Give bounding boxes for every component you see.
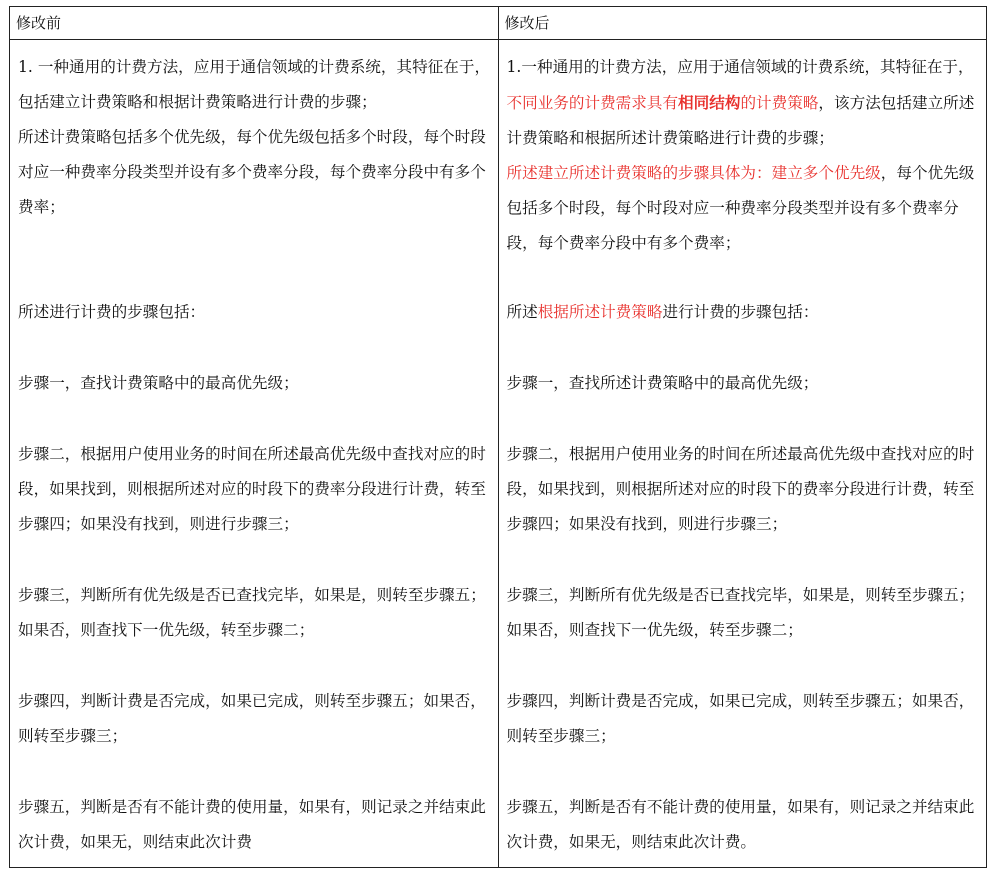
- before-steps-intro: 所述进行计费的步骤包括：: [18, 303, 206, 321]
- after-steps-red: 根据所述计费策略: [537, 303, 663, 321]
- before-policy: 所述计费策略包括多个优先级，每个优先级包括多个时段，每个时段对应一种费率分段类型并设有多个费率分段，每个费率分段中有多个费率；: [18, 128, 486, 216]
- after-claim-a: 1.一种通用的计费方法，应用于通信领域的计费系统，其特征在于，: [506, 58, 974, 76]
- after-policy: [507, 156, 981, 261]
- before-step5: 步骤五，判断是否有不能计费的使用量，如果有，则记录之并结束此次计费，如果无，则结束此次计费: [18, 798, 486, 851]
- after-steps-b: 进行计费的步骤包括：: [662, 303, 819, 321]
- after-cell: [498, 40, 987, 868]
- after-steps-intro: [507, 295, 981, 330]
- before-step3: 步骤三，判断所有优先级是否已查找完毕，如果是，则转至步骤五；如果否，则查找下一优先级，转至步骤二；: [18, 586, 486, 639]
- after-claim-red1: 不同业务的计费需求具有: [506, 94, 679, 112]
- header-before: 修改前: [10, 7, 499, 40]
- after-policy-red: 所述建立所述计费策略的步骤具体为：建立多个优先级: [506, 164, 881, 182]
- before-claim: 1. 一种通用的计费方法，应用于通信领域的计费系统，其特征在于，包括建立计费策略和根据计费策略进行计费的步骤；: [18, 58, 491, 111]
- after-claim-b: ，该方法包括建立所述计费策略和根据所述计费策略进行计费的步骤；: [506, 94, 975, 147]
- after-claim: [507, 50, 981, 156]
- after-steps-a: 所述: [506, 303, 538, 321]
- after-policy-rest: ，每个优先级包括多个时段，每个时段对应一种费率分段类型并设有多个费率分段，每个费率分段中有多个费率；: [506, 164, 975, 252]
- after-step5: 步骤五，判断是否有不能计费的使用量，如果有，则记录之并结束此次计费，如果无，则结束此次计费。: [506, 798, 975, 851]
- after-step4: 步骤四，判断计费是否完成，如果已完成，则转至步骤五；如果否，则转至步骤三；: [506, 692, 975, 745]
- comparison-table: [9, 6, 987, 868]
- after-step2: 步骤二，根据用户使用业务的时间在所述最高优先级中查找对应的时段，如果找到，则根据所述对应的时段下的费率分段进行计费，转至步骤四；如果没有找到，则进行步骤三；: [506, 445, 975, 533]
- after-step1: 步骤一，查找所述计费策略中的最高优先级；: [506, 374, 819, 392]
- before-step1: 步骤一，查找计费策略中的最高优先级；: [18, 374, 299, 392]
- content-row: [10, 40, 987, 868]
- after-step3: 步骤三，判断所有优先级是否已查找完毕，如果是，则转至步骤五；如果否，则查找下一优先级，转至步骤二；: [506, 586, 975, 639]
- after-claim-red-bold: 相同结构: [678, 93, 741, 112]
- after-claim-red2: 的计费策略: [740, 94, 819, 112]
- header-after: 修改后: [498, 7, 987, 40]
- before-step4: 步骤四，判断计费是否完成，如果已完成，则转至步骤五；如果否，则转至步骤三；: [18, 692, 486, 745]
- before-step2: 步骤二，根据用户使用业务的时间在所述最高优先级中查找对应的时段，如果找到，则根据所述对应的时段下的费率分段进行计费，转至步骤四；如果没有找到，则进行步骤三；: [18, 445, 486, 533]
- header-row: [10, 7, 987, 40]
- before-cell: [10, 40, 499, 868]
